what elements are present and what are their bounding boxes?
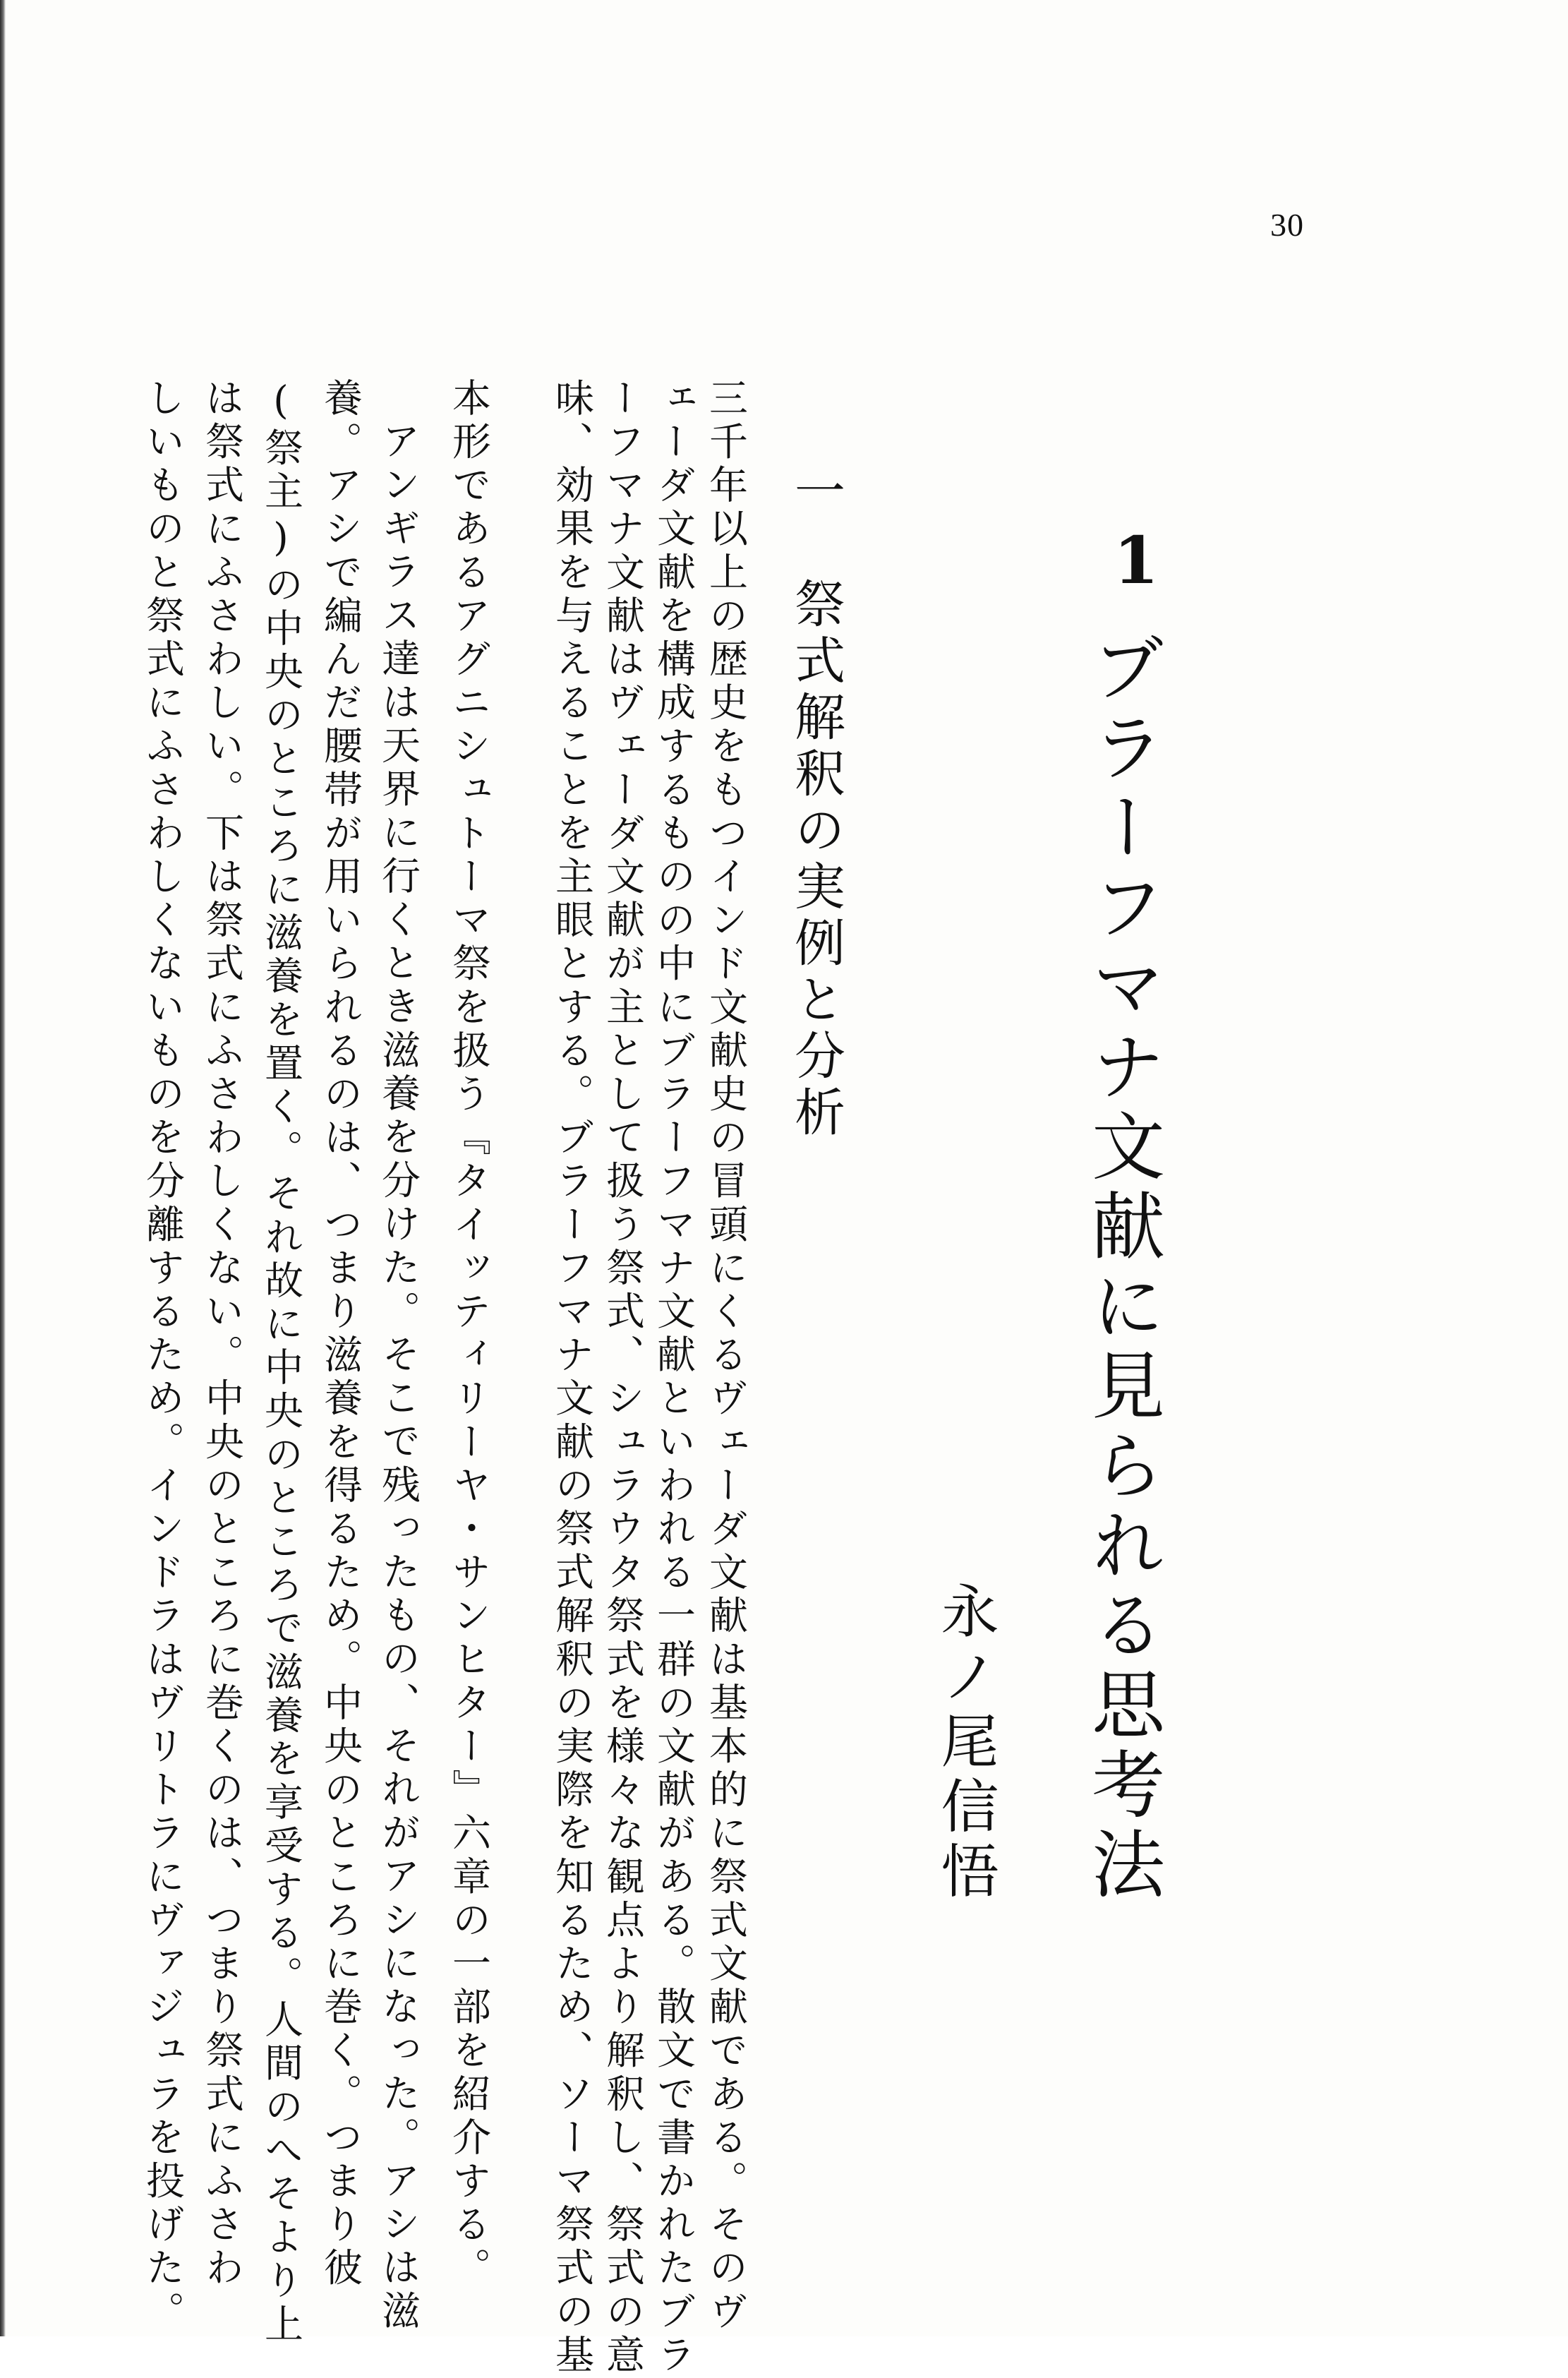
body-line: しいものと祭式にふさわしくないものを分離するため。インドラはヴリトラにヴァジュラを投げた。 xyxy=(140,378,185,2334)
page-number: 30 xyxy=(1270,207,1304,243)
body-line: ーフマナ文献はヴェーダ文献が主として扱う祭式、シュラウタ祭式を様々な観点より解釈し、祭式の意 xyxy=(600,378,645,2378)
body-line: 養。アシで編んだ腰帯が用いられるのは、つまり滋養を得るため。中央のところに巻く。つまり彼 xyxy=(318,378,363,2291)
body-line: 三千年以上の歴史をもつインド文献史の冒頭にくるヴェーダ文献は基本的に祭式文献である。そのヴ xyxy=(703,378,748,2334)
body-line: ェーダ文献を構成するものの中にブラーフマナ文献といわれる一群の文献がある。散文で書かれたブラ xyxy=(651,378,696,2378)
chapter-title: ブラーフマナ文献に見られる思考法 xyxy=(1079,630,1165,1906)
body-line: 味、効果を与えることを主眼とする。ブラーフマナ文献の祭式解釈の実際を知るため、ソーマ祭式の基 xyxy=(549,378,594,2378)
author-name: 永ノ尾信悟 xyxy=(931,1581,999,1906)
body-line: アンギラス達は天界に行くとき滋養を分けた。そこで残ったもの、それがアシになった。アシは滋 xyxy=(375,421,421,2334)
section-heading: 一 祭式解釈の実例と分析 xyxy=(786,464,845,1142)
body-line: (祭主)の中央のところに滋養を置く。それ故に中央のところで滋養を享受する。人間のへそより上 xyxy=(258,378,303,2347)
chapter-number: 1 xyxy=(1114,522,1159,599)
body-line: は祭式にふさわしい。下は祭式にふさわしくない。中央のところに巻くのは、つまり祭式にふさわ xyxy=(199,378,244,2291)
body-line: 本形であるアグニシュトーマ祭を扱う『タイッティリーヤ・サンヒター』六章の一部を紹介する。 xyxy=(446,378,491,2291)
page-edge-shadow xyxy=(0,0,6,2336)
